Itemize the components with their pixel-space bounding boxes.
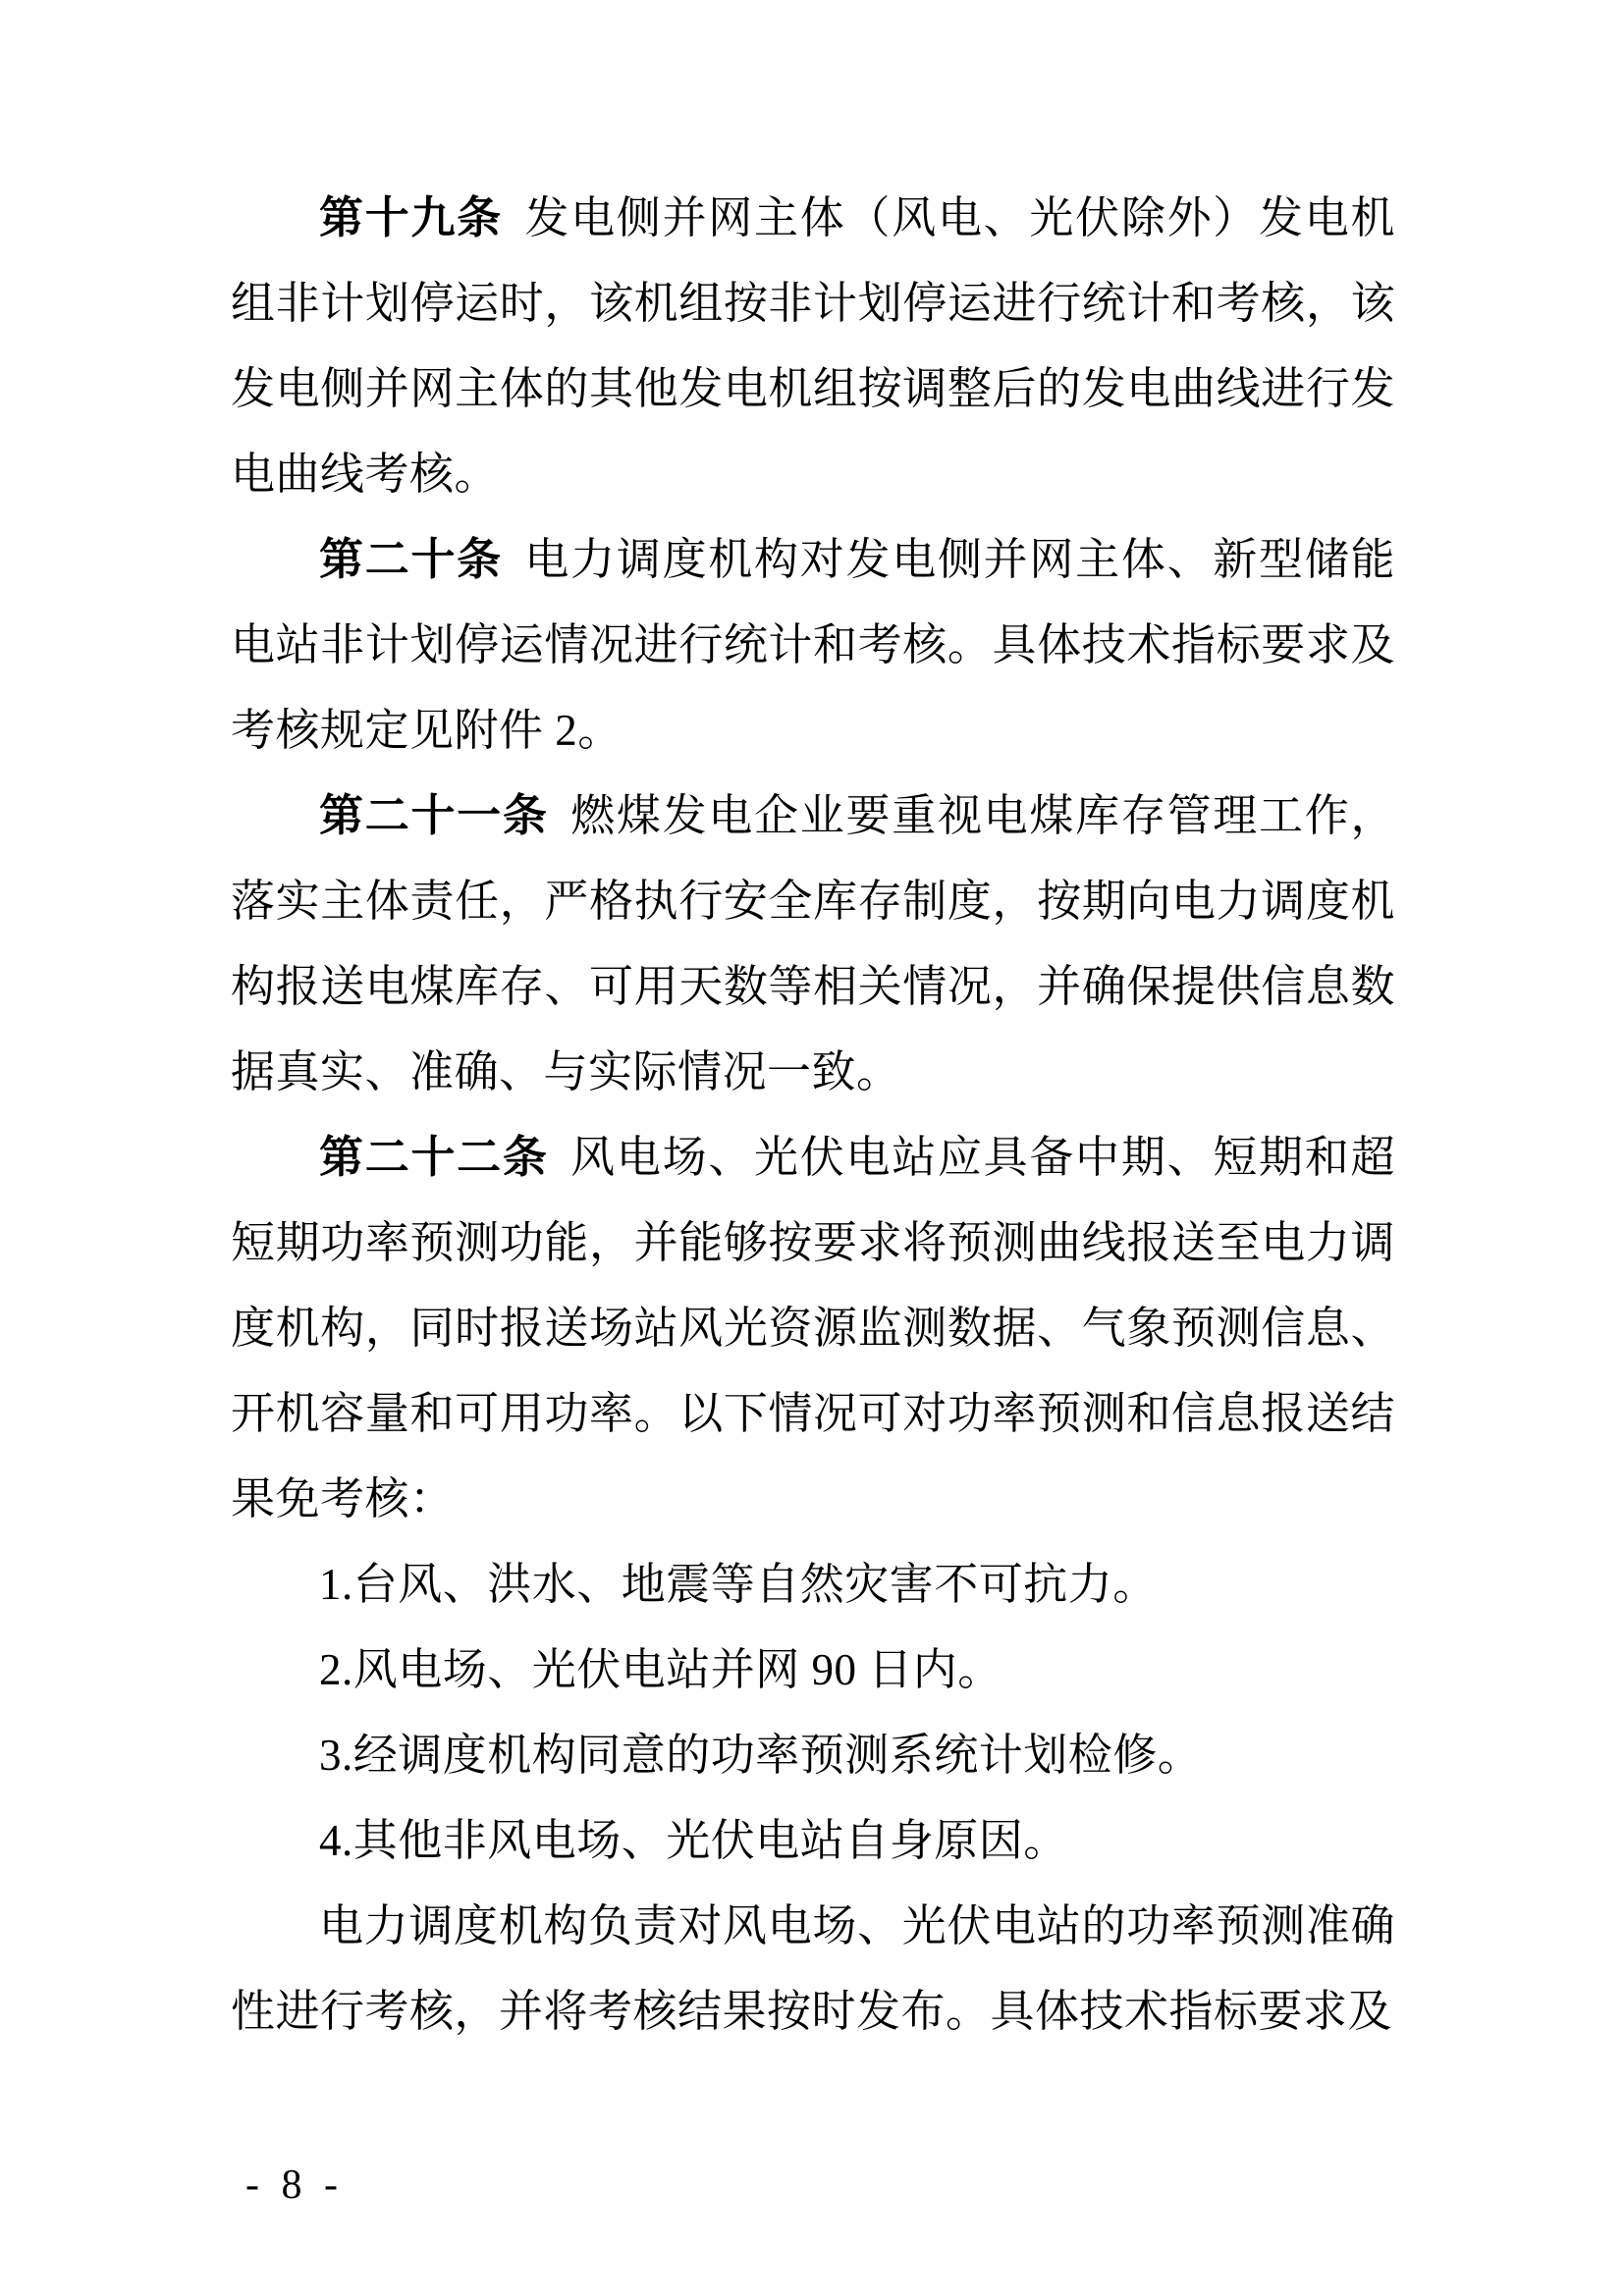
article-paragraph xyxy=(231,774,1395,1115)
list-item: 4.其他非风电场、光伏电站自身原因。 xyxy=(319,1816,1068,1865)
document-body xyxy=(231,176,1395,2055)
article-heading: 第二十一条 xyxy=(319,791,549,840)
article-heading: 第二十条 xyxy=(319,535,503,584)
closing-paragraph: 电力调度机构负责对风电场、光伏电站的功率预测准确性进行考核，并将考核结果按时发布。具体技术指标要求及 xyxy=(231,1901,1395,2036)
page-number: - 8 - xyxy=(245,2163,344,2208)
list-item: 2.风电场、光伏电站并网 90 日内。 xyxy=(319,1645,1002,1694)
article-heading: 第二十二条 xyxy=(319,1133,549,1182)
article-text: 燃煤发电企业要重视电煤库存管理工作，落实主体责任，严格执行安全库存制度，按期向电力调度机构报送电煤库存、可用天数等相关情况，并确保提供信息数据真实、准确、与实际情况一致。 xyxy=(231,791,1395,1096)
list-item: 3.经调度机构同意的功率预测系统计划检修。 xyxy=(319,1731,1203,1780)
article-text: 风电场、光伏电站应具备中期、短期和超短期功率预测功能，并能够按要求将预测曲线报送至电力调度机构，同时报送场站风光资源监测数据、气象预测信息、开机容量和可用功率。以下情况可对功率预测和信息报送结果免考核： xyxy=(231,1133,1395,1523)
article-paragraph xyxy=(231,517,1395,774)
article-paragraph xyxy=(231,1115,1395,1542)
article-text: 发电侧并网主体（风电、光伏除外）发电机组非计划停运时，该机组按非计划停运进行统计和考核，该发电侧并网主体的其他发电机组按调整后的发电曲线进行发电曲线考核。 xyxy=(231,193,1395,499)
article-text: 电力调度机构对发电侧并网主体、新型储能电站非计划停运情况进行统计和考核。具体技术指标要求及考核规定见附件 2。 xyxy=(231,535,1395,755)
article-paragraph xyxy=(231,176,1395,517)
article-heading: 第十九条 xyxy=(319,193,503,242)
list-item: 1.台风、洪水、地震等自然灾害不可抗力。 xyxy=(319,1560,1158,1609)
